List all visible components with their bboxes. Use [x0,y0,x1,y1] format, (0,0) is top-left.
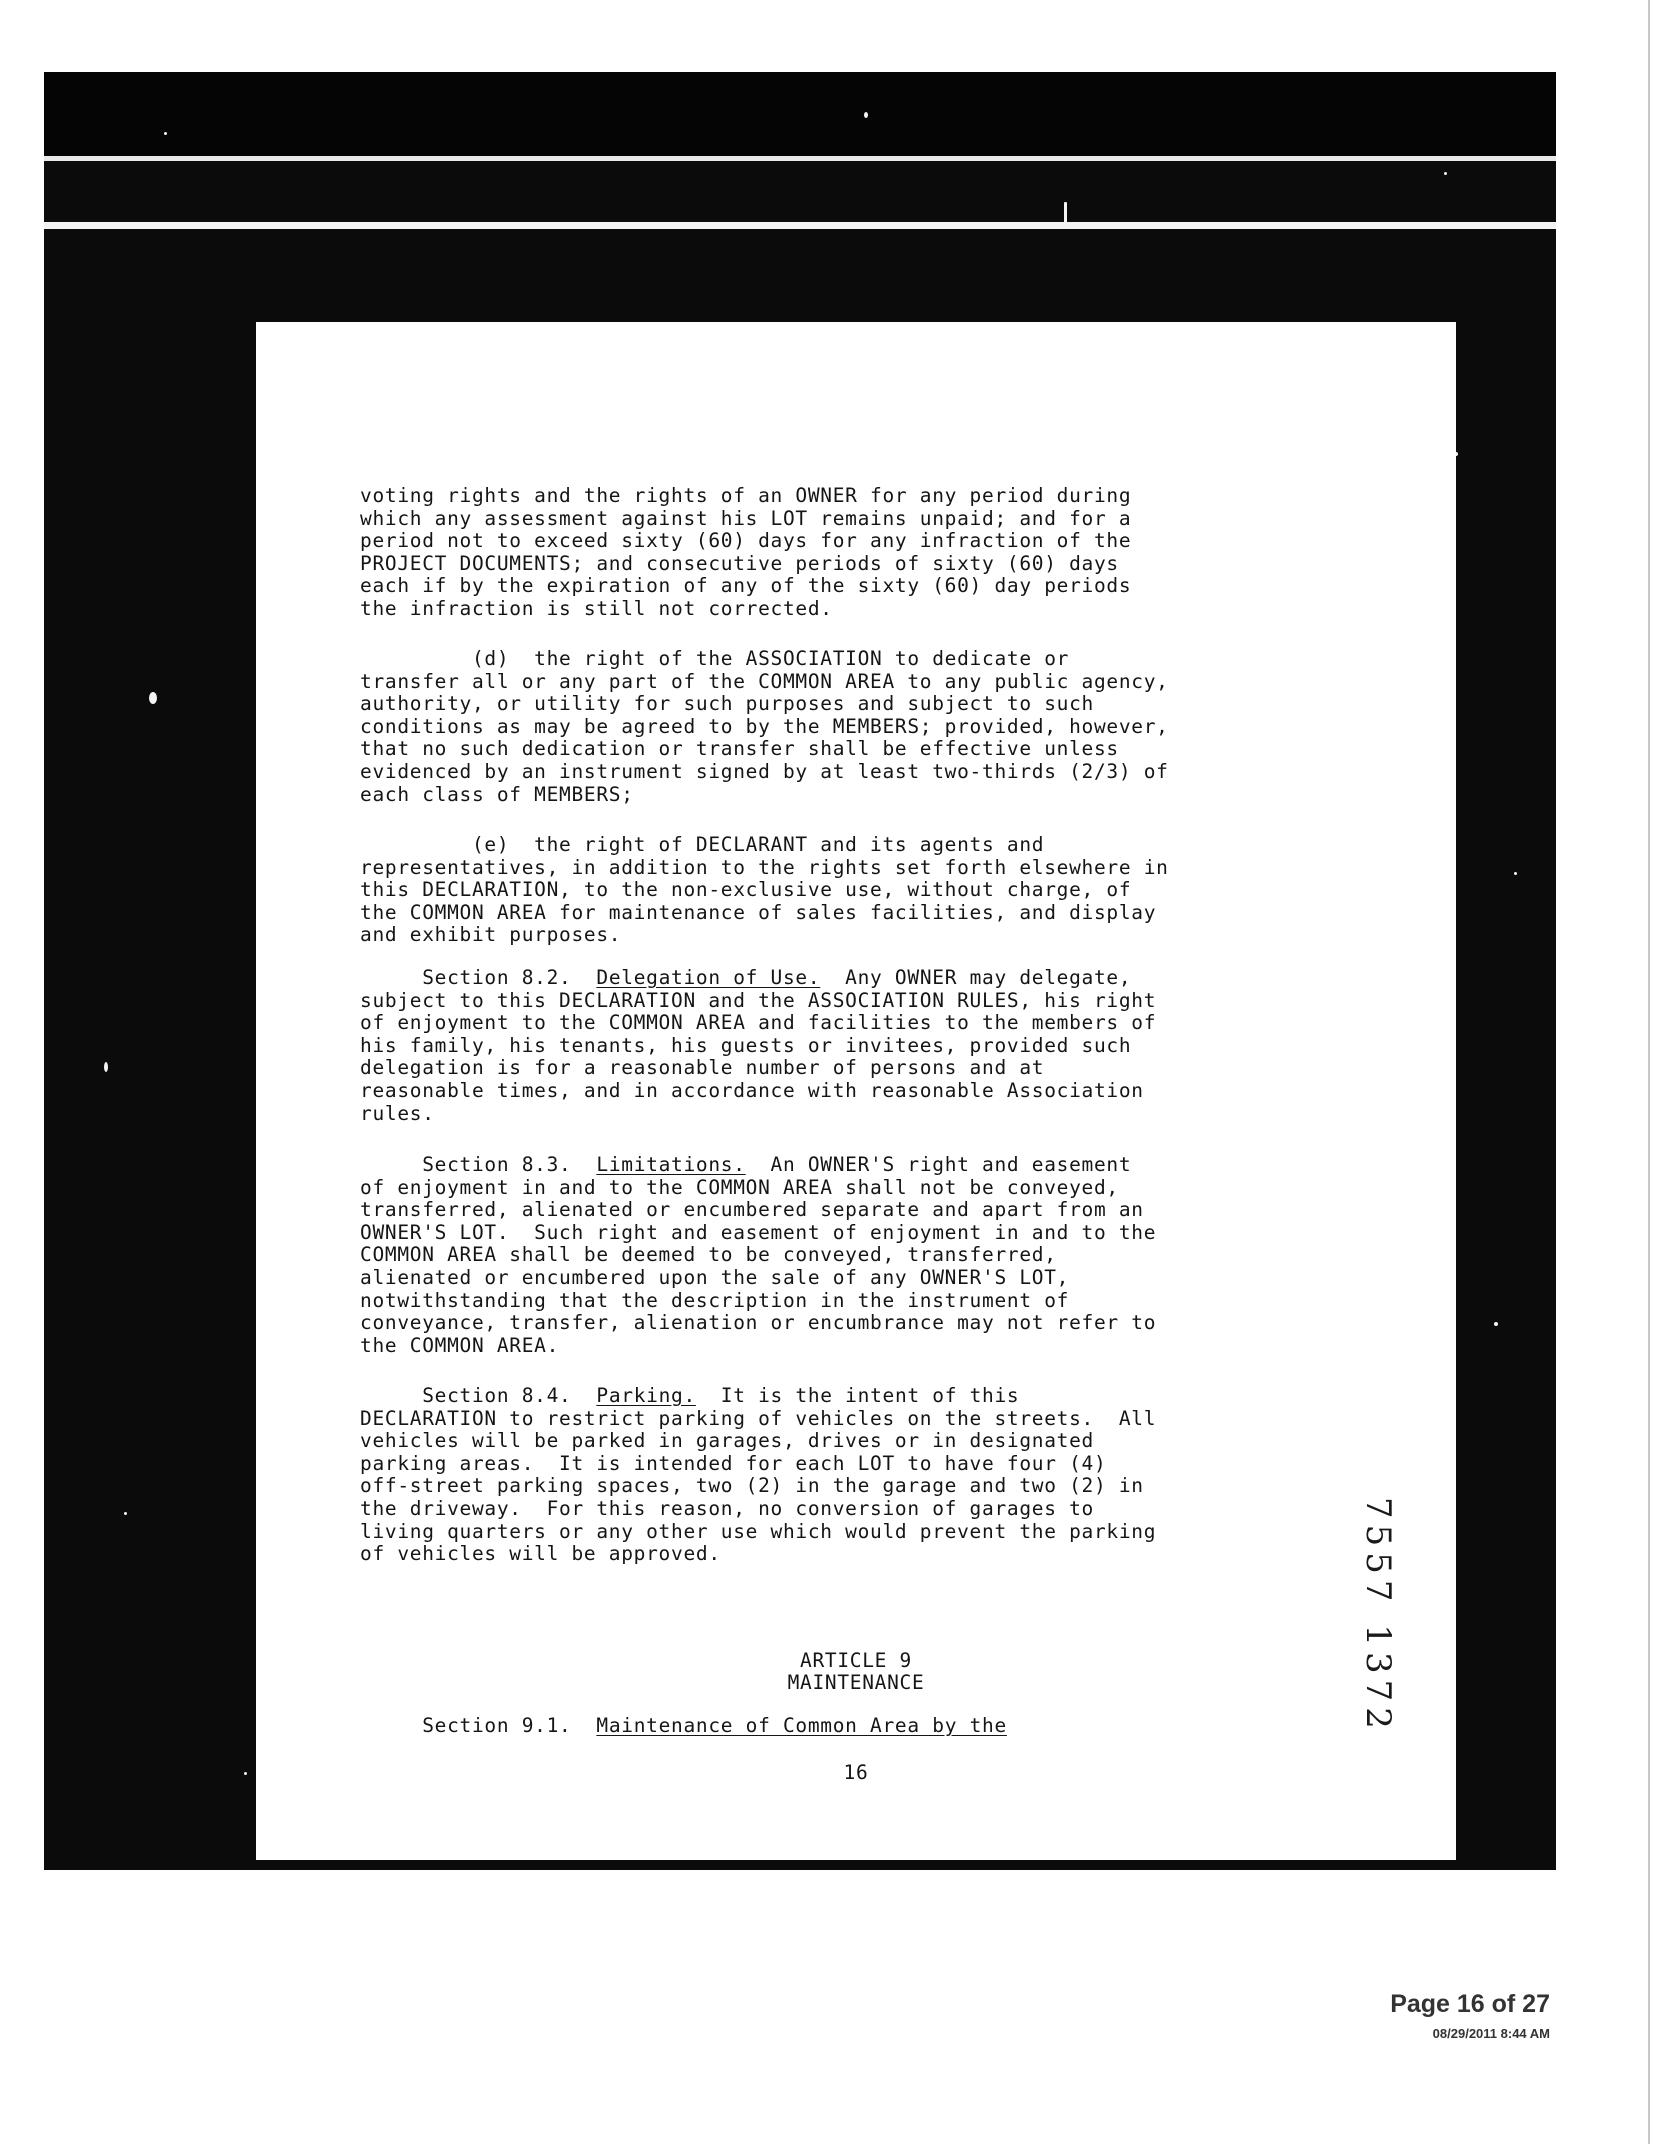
section-9-1-lead: Section 9.1. [360,1714,597,1737]
section-8-3-lead: Section 8.3. [360,1153,597,1176]
scan-speck [1514,872,1517,875]
section-8-2-body: Any OWNER may delegate, subject to this DECLARATION and the ASSOCIATION RULES, his right of enjoyment to the COMMON AREA and facilities to the members of his family, his tenants, his guests or invitees, provided such delegation is for a reasonable number of persons and at reasonable times, and in accordance with reasonable Association rules. [360,966,1157,1125]
section-8-2-title: Delegation of Use. [596,966,821,989]
recording-stamp: 7557 1372 [1358,1497,1398,1735]
scan-top-band [44,72,1556,156]
scan-speck [104,1062,108,1072]
paragraph-d: (d) the right of the ASSOCIATION to dedicate or transfer all or any part of the COMMON AREA to any public agency, authority, or utility for such purposes and subject to such conditions as may be agreed to by the MEMBERS; provided, however, that no such dedication or transfer shall be effective unless evidenced by an instrument signed by at least two-thirds (2/3) of each class of MEMBERS; [360,647,1169,806]
scan-speck [1494,1322,1498,1326]
section-8-4-lead: Section 8.4. [360,1384,597,1407]
section-8-3 [360,1154,1156,1357]
section-8-3-body: An OWNER'S right and easement of enjoyment in and to the COMMON AREA shall not be conveyed, transferred, alienated or encumbered separate and apart from an OWNER'S LOT. Such right and easement of enjoyment in and to the COMMON AREA shall be deemed to be conveyed, transferred, alienated or encumbered upon the sale of any OWNER'S LOT, notwithstanding that the description in the instrument of conveyance, transfer, alienation or encumbrance may not refer to the COMMON AREA. [360,1153,1157,1357]
section-8-3-title: Limitations. [596,1153,746,1176]
section-8-2-lead: Section 8.2. [360,966,597,989]
scan-white-line [44,156,1556,161]
section-8-4-body: It is the intent of this DECLARATION to restrict parking of vehicles on the streets. All vehicles will be parked in garages, drives or in designated parking areas. It is intended for each LOT to have four (4) off-street parking spaces, two (2) in the garage and two (2) in the driveway. For this reason, no conversion of garages to living quarters or any other use which would prevent the parking of vehicles will be approved. [360,1384,1157,1566]
scan-speck [164,132,167,135]
scan-speck [864,112,868,118]
section-8-4 [360,1385,1156,1566]
page-count-label: Page 16 of 27 [1390,1990,1550,2018]
paragraph-e: (e) the right of DECLARANT and its agents and representatives, in addition to the rights set forth elsewhere in this DECLARATION, to the non-exclusive use, without charge, of the COMMON AREA for maintenance of sales facilities, and display and exhibit purposes. [360,833,1169,947]
scan-white-line [44,222,1556,229]
scan-speck [244,1772,247,1775]
section-9-1 [360,1715,1007,1738]
page-number: 16 [843,1761,869,1784]
article-number: ARTICLE 9 [800,1649,912,1672]
scanned-page-frame [44,72,1556,1870]
scan-speck [124,1512,127,1515]
scan-speck [149,692,157,704]
section-9-1-title: Maintenance of Common Area by the [596,1714,1007,1737]
document-page [256,322,1456,1860]
article-title: MAINTENANCE [787,1671,925,1694]
scan-speck [1444,172,1447,175]
section-8-2 [360,967,1156,1125]
right-edge-rule [1648,0,1650,2144]
print-timestamp: 08/29/2011 8:44 AM [1432,2026,1550,2041]
section-8-4-title: Parking. [596,1384,696,1407]
scan-speck [1064,202,1067,224]
paragraph-voting-rights: voting rights and the rights of an OWNER for any period during which any assessment against his LOT remains unpaid; and for a period not to exceed sixty (60) days for any infraction of the PROJECT DOCUMENTS; and consecutive periods of sixty (60) days each if by the expiration of any of the sixty (60) day periods the infraction is still not corrected. [360,484,1132,620]
